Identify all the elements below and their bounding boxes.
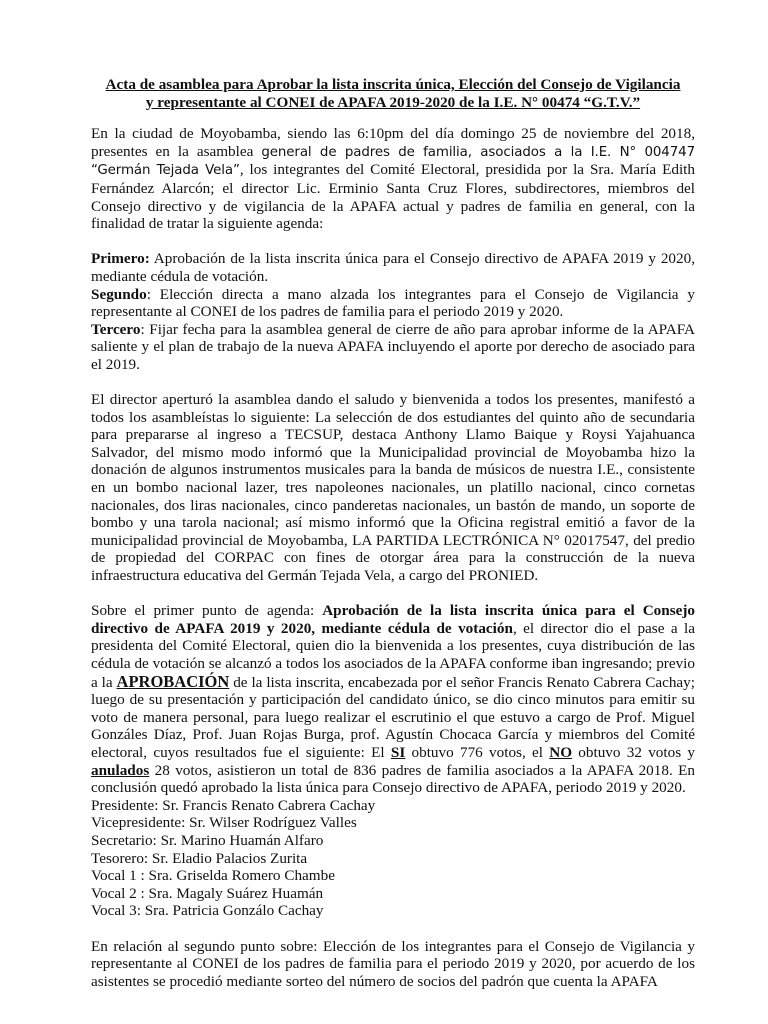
agenda-text: Aprobación de la lista inscrita única para el Consejo directivo de APAFA 2019 y 2020, mediante cédula de votación. [91, 250, 695, 285]
anulados-word: anulados [91, 761, 150, 779]
intro-text-3: , los integrantes del Comité Electoral, presidida por la Sra. María Edith Fernández Alarcón; el director Lic. Erminio Santa Cruz Flores, subdirectores, miembros del Consejo directivo y de vigilancia de la APAFA actual y padres de familia en general, con la finalidad de tratar la siguiente agenda: [91, 161, 695, 233]
spacer [91, 920, 695, 938]
title-line-2: y representante al CONEI de APAFA 2019-2020 de la I.E. N° 00474 “G.T.V.” [145, 93, 641, 111]
text-run: Sobre el primer punto de agenda: [91, 602, 323, 620]
spacer [91, 233, 695, 251]
officer-tesorero: Tesorero: Sr. Eladio Palacios Zurita [91, 849, 308, 867]
intro-text-1: En la ciudad de Moyobamba, siendo las 6:10pm del día domingo 25 de noviembre del 2018, presentes en la asamblea [91, 125, 695, 160]
agenda-label: Segundo [91, 285, 147, 303]
officer-secretario: Secretario: Sr. Marino Huamán Alfaro [91, 831, 324, 849]
spacer [91, 374, 695, 392]
text-run: obtuvo 776 votos, el [405, 743, 550, 761]
text-run: , el director dio el pase a la presidenta del Comité Electoral, quien dio la bienvenida a los presentes, cuya distribución de las cédula de votación se alcanzó a todos los asociados de la APAFA conforme iban ingresando; previo a la [91, 619, 695, 691]
text-run: 28 votos, asistieron un total de 836 padres de familia asociados a la APAFA 2018. En conclusión quedó aprobado la lista única para Consejo directivo de APAFA, periodo 2019 y 2020. [91, 761, 695, 797]
first-point-paragraph [91, 602, 695, 797]
agenda-label: Primero: [91, 250, 150, 268]
text-run: de la lista inscrita, encabezada por el señor Francis Renato Cabrera Cachay; luego de su presentación y participación del candidato único, se dio cinco minutos para emitir su voto de manera personal, para luego realizar el escrutinio el que estuvo a cargo de Prof. Miguel Gonzáles Díaz, Prof. Juan Rojas Burga, prof. Agustín Chocaca García y miembros del Comité electoral, cuyos resultados fue el siguiente: El [91, 673, 695, 761]
officer-presidente: Presidente: Sr. Francis Renato Cabrera Cachay [91, 796, 376, 814]
spacer [91, 585, 695, 603]
director-paragraph: El director aperturó la asamblea dando el saludo y bienvenida a todos los presentes, manifestó a todos los asambleístas lo siguiente: La selección de dos estudiantes del quinto año de secundaria para prepararse al ingreso a TECSUP, destaca Anthony Llamo Baique y Roysi Yajahuanca Salvador, del mismo modo informó que la Municipalidad provincial de Moyobamba hizo la donación de algunos instrumentos musicales para la banda de músicos de nuestra I.E., consistente en un bombo nacional lazer, tres napoleones nacionales, un platillo nacional, cinco cornetas nacionales, dos liras nacionales, cinco panderetas nacionales, un bastón de mando, un soporte de bombo y una tarola nacional; así mismo informó que la Oficina registral emitió a favor de la municipalidad provincial de Moyobamba, LA PARTIDA LECTRÓNICA N° 02017547, del predio de propiedad del CORPAC con fines de otorgar área para la construcción de la nueva infraestructura educativa del Germán Tejada Vela, a cargo del PRONIED. [91, 391, 695, 585]
title-line-1: Acta de asamblea para Aprobar la lista inscrita única, Elección del Consejo de Vigilancia [105, 76, 681, 93]
aprobacion-word: APROBACIÓN [116, 671, 230, 691]
intro-paragraph [91, 125, 695, 233]
document-title [91, 76, 695, 111]
si-word: SI [390, 743, 406, 761]
agenda-item-segundo [91, 286, 695, 321]
officer-vocal-2: Vocal 2 : Sra. Magaly Suárez Huamán [91, 884, 324, 902]
officer-vocal-1: Vocal 1 : Sra. Griselda Romero Chambe [91, 867, 335, 885]
agenda-text: : Elección directa a mano alzada los integrantes para el Consejo de Vigilancia y representante al CONEI de los padres de familia para el periodo 2019 y 2020. [91, 285, 695, 321]
intro-text-2: general de padres de familia, asociados a la I.E. N° 004747 “Germán Tejada Vela” [91, 144, 695, 179]
bold-run: Aprobación de la lista inscrita única para el Consejo directivo de APAFA 2019 y 2020, mediante cédula de votación [91, 602, 696, 637]
second-point-paragraph: En relación al segundo punto sobre: Elección de los integrantes para el Consejo de Vigilancia y representante al CONEI de los padres de familia para el periodo 2019 y 2020, por acuerdo de los asistentes se procedió mediante sorteo del número de socios del padrón que cuenta la APAFA [91, 937, 695, 990]
document-page [91, 76, 695, 990]
no-word: NO [549, 743, 573, 761]
officer-vocal-3: Vocal 3: Sra. Patricia Gonzálo Cachay [91, 902, 324, 920]
text-run: obtuvo 32 votos y [572, 743, 695, 761]
agenda-item-tercero [91, 321, 695, 374]
agenda-item-primero [91, 250, 695, 285]
officer-vicepresidente: Vicepresidente: Sr. Wilser Rodríguez Valles [91, 814, 357, 832]
agenda-label: Tercero [91, 320, 141, 338]
agenda-text: : Fijar fecha para la asamblea general de cierre de año para aprobar informe de la APAFA saliente y el plan de trabajo de la nueva APAFA incluyendo el aporte por derecho de asociado para el 2019. [91, 320, 695, 373]
